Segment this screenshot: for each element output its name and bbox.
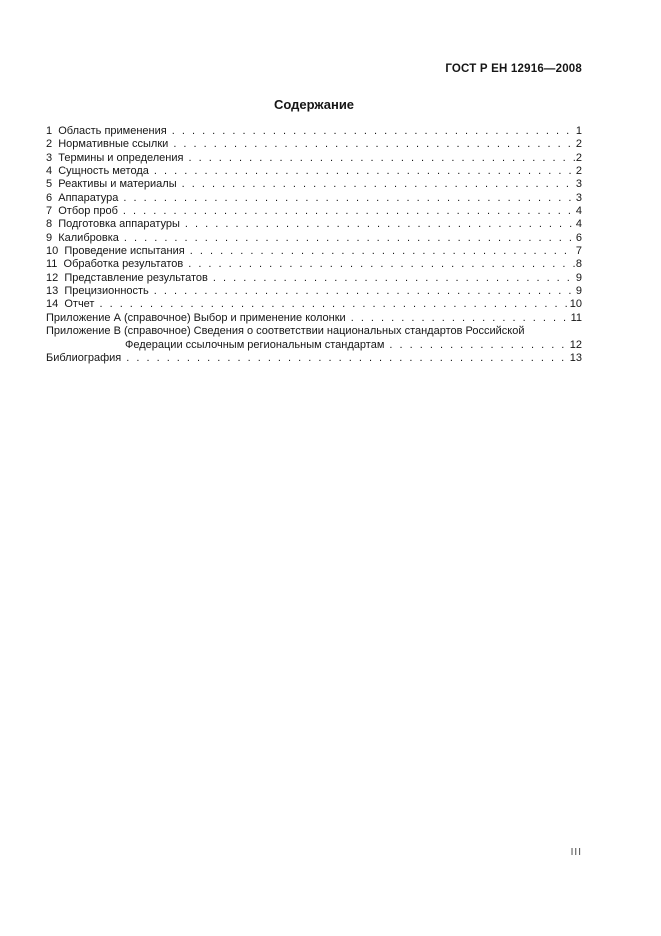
toc-entry — [46, 138, 582, 151]
toc-entry — [46, 258, 582, 271]
toc-leader-dots — [123, 205, 575, 218]
toc-leader-dots — [126, 352, 569, 365]
toc-entry-page: 6 — [575, 231, 582, 244]
toc-entry-page: 3 — [575, 178, 582, 191]
toc-entry-label: 7 Отбор проб — [46, 205, 118, 218]
toc-entry — [46, 272, 582, 285]
toc-entry — [46, 339, 582, 352]
toc-entry — [46, 205, 582, 218]
toc-leader-dots — [190, 245, 575, 258]
toc-entry — [46, 192, 582, 205]
toc-leader-dots — [154, 165, 575, 178]
toc-leader-dots — [351, 312, 570, 325]
toc-entry — [46, 285, 582, 298]
toc-entry-page: 3 — [575, 191, 582, 204]
toc-entry-label: 4 Сущность метода — [46, 165, 149, 178]
page-title: Содержание — [273, 97, 355, 112]
toc-entry-label: 5 Реактивы и материалы — [46, 178, 177, 191]
toc-entry — [46, 152, 582, 165]
toc-entry-page: 9 — [575, 285, 582, 298]
toc-entry — [46, 312, 582, 325]
toc-leader-dots — [124, 232, 575, 245]
toc-entry-page: 2 — [575, 165, 582, 178]
toc-leader-dots — [185, 218, 575, 231]
toc-entry-page: 11 — [570, 311, 582, 324]
toc-entry-page: 13 — [569, 351, 582, 364]
toc-entry-page: 2 — [575, 138, 582, 151]
toc-entry-label: 10 Проведение испытания — [46, 245, 185, 258]
toc-entry-label: 3 Термины и определения — [46, 151, 184, 164]
toc-leader-dots — [389, 339, 568, 352]
toc-leader-dots — [173, 138, 575, 151]
toc-entry-label: 12 Представление результатов — [46, 271, 208, 284]
toc-entry — [46, 125, 582, 138]
toc-entry-page: 10 — [569, 298, 582, 311]
toc-entry-label: 2 Нормативные ссылки — [46, 138, 169, 151]
toc-leader-dots — [99, 298, 568, 311]
toc-entry-label: 1 Область применения — [46, 125, 167, 137]
toc-entry-label: Библиография — [46, 351, 122, 364]
toc-entry-page: 1 — [575, 125, 582, 137]
toc-entry-label: 14 Отчет — [46, 298, 95, 311]
toc-entry-page: 4 — [575, 218, 582, 231]
toc-entry — [46, 165, 582, 178]
toc-entry — [46, 232, 582, 245]
toc-entry-page: 2 — [575, 151, 582, 164]
toc-entry-label: Приложение В (справочное) Сведения о соответствии национальных стандартов Российской — [46, 325, 525, 338]
toc-leader-dots — [172, 125, 575, 138]
toc-entry-page: 7 — [575, 245, 582, 258]
toc-entry-label: Приложение А (справочное) Выбор и применение колонки — [46, 311, 346, 324]
toc-entry-page: 9 — [575, 271, 582, 284]
toc-leader-dots — [188, 258, 575, 271]
toc-entry-page: 12 — [569, 338, 582, 351]
toc-entry-label: 8 Подготовка аппаратуры — [46, 218, 180, 231]
toc-entry-label: 13 Прецизионность — [46, 285, 149, 298]
document-code: ГОСТ Р ЕН 12916—2008 — [445, 63, 582, 75]
toc-leader-dots — [182, 178, 575, 191]
toc-leader-dots — [213, 272, 575, 285]
toc-entry — [46, 325, 582, 338]
toc-entry — [46, 352, 582, 365]
toc-entry — [46, 245, 582, 258]
toc-leader-dots — [123, 192, 575, 205]
toc-leader-dots — [154, 285, 575, 298]
page-number: III — [570, 847, 582, 858]
toc-entry — [46, 298, 582, 311]
toc-entry-page: 8 — [575, 258, 582, 271]
toc-entry-page: 4 — [575, 205, 582, 218]
toc-entry-label: 9 Калибровка — [46, 231, 119, 244]
table-of-contents — [46, 125, 582, 365]
toc-entry — [46, 178, 582, 191]
toc-entry-label: 6 Аппаратура — [46, 191, 119, 204]
toc-entry-label: 11 Обработка результатов — [46, 258, 184, 271]
toc-leader-dots — [188, 152, 574, 165]
toc-entry-label: Федерации ссылочным региональным стандартам — [125, 338, 385, 351]
toc-entry — [46, 218, 582, 231]
